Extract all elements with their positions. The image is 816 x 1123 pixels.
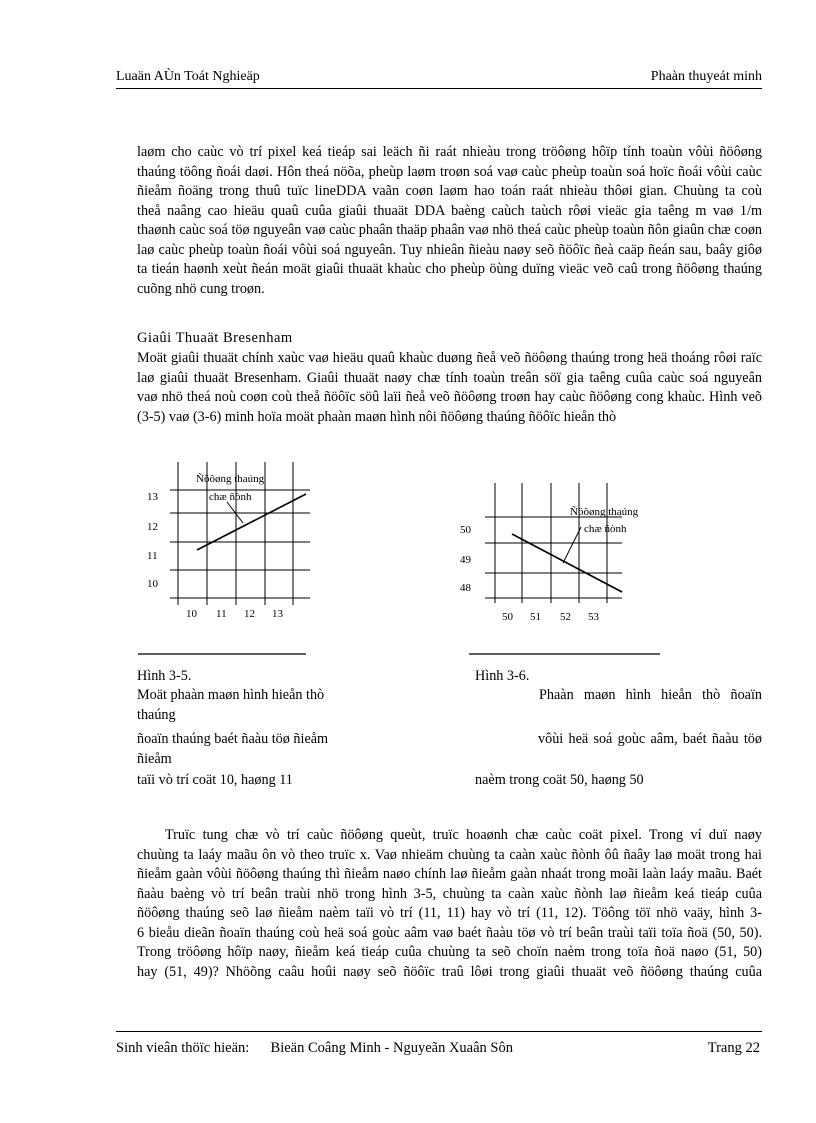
line-label: Ñöôøng thaúng [196,473,265,485]
text-line: ñieåm ñoäng trong thuû tuïc lineDDA vaãn coøn laøm hao toán raát nhieàu thôøi gian. Chuùng ta coù [137,183,762,199]
x-tick-label: 10 [186,608,197,620]
figure-3-6 [460,475,660,660]
footer-rule [116,1031,762,1032]
text-line: laø caùc pheùp toaùn ñoái vôùi soá nguyeân. Tuy nhieân ñieàu naøy seõ ñöôïc ñeà caäp ñeán sau, baây giôø [137,241,762,258]
x-tick-label: 50 [502,611,513,623]
text-line: theå naâng cao hieäu quaû cuûa giaûi thuaät DDA baèng caùch taùch rôøi vieäc gia taêng m vaø 1/m [137,202,762,219]
y-tick-label: 11 [147,550,158,562]
x-tick-label: 13 [272,608,283,620]
text-line: ta tieán haønh xeùt ñeán moät giaûi thuaät khaùc cho pheùp öùng duïng vieäc veõ caû trong ñöôøng thaúng [137,261,762,277]
text-line: hay (51, 49)? Nhöõng caâu hoûi naøy seõ ñöôïc traû lôøi trong giaûi thuaät veõ ñöôøng thaúng cuûa [137,963,762,980]
page-number: Trang 22 [707,1040,760,1056]
caption-3-6-line: Phaàn maøn hình hieån thò ñoaïn [539,687,762,703]
x-tick-label: 11 [216,608,227,620]
text-line: ñieåm gaàn vôùi ñöôøng thaúng thì ñieåm naøo chính laø ñieåm gaàn nhaát trong moãi laàn laáy maãu. Baét [137,866,762,882]
text-line: Trong tröôøng hôïp naøy, ñieåm keá tieáp cuûa chuùng ta seõ choïn naèm trong toïa ñoä naøo (51, 50) [137,944,762,960]
line-label: chæ ñònh [209,491,252,503]
figure-3-5 [130,460,330,660]
y-tick-label: 49 [460,554,471,566]
y-tick-label: 50 [460,524,471,536]
x-tick-label: 52 [560,611,571,623]
caption-3-5-line: ñoaïn thaúng baét ñaàu töø ñieåm [137,731,329,747]
header-right: Phaàn thuyeát minh [650,69,762,84]
text-line: (3-5) vaø (3-6) minh hoïa moät phaàn maøn hình nôi ñöôøng thaúng ñöôïc hieån thò [137,408,617,425]
text-line: laøm cho caùc vò trí pixel keá tieáp sai leäch ñi raát nhieàu trong tröôøng hôïp tính toaùn vôùi ñöôøng [137,144,762,160]
line-label: chæ ñònh [584,523,627,535]
x-tick-label: 51 [530,611,541,623]
text-line: ñöôøng thaúng seõ laø ñieåm naèm taïi vò trí (11, 11) hay vò trí (11, 12). Töông töï nhö vaäy, hình 3- [137,905,762,921]
text-line: laø giaûi thuaät Bresenham. Giaûi thuaät naøy chæ tính toaùn treân söï gia taêng cuûa caùc soá nguyeân [137,369,762,386]
caption-3-5-line: taïi vò trí coät 10, haøng 11 [137,772,293,788]
text-line: 6 bieåu dieãn ñoaïn thaúng coù heä soá goùc aâm vaø baét ñaàu töø vò trí beân traùi taïi toïa ñoä (50, 50). [137,924,762,941]
student-label: Sinh vieân thöïc hieän: [116,1040,250,1056]
y-tick-label: 48 [460,582,471,594]
text-line: thaúng töông ñoái daøi. Hôn theá nöõa, pheùp laøm troøn soá vaø caùc pheùp toaùn soá hoïc ñoái vôùi caùc [137,163,762,180]
section-title: Giaûi Thuaät Bresenham [137,330,293,346]
caption-3-6-title: Hình 3-6. [475,668,530,684]
header-left: Luaän AÙn Toát Nghieäp [116,69,260,84]
y-tick-label: 10 [147,578,158,590]
text-line: Moät giaûi thuaät chính xaùc vaø hieäu quaû khaùc duøng ñeå veõ ñöôøng thaúng trong heä thoáng rôøi raïc [137,350,762,366]
text-line: chuùng ta laáy maãu ôn vò theo truïc x. Vaø nhieäm chuùng ta caàn xaùc ñònh ôû ñaây laø moät trong hai [137,846,762,863]
text-line: vaø nhö theá noù coøn coù theå ñöôïc söû laïi ñeå veõ ñöôøng troøn hay caùc ñöôøng cong khaùc. Hình veõ [137,389,762,405]
paragraph-1 [137,143,762,299]
student-names: Bieän Coâng Minh - Nguyeãn Xuaân Sôn [270,1040,513,1056]
text-line: thaønh caùc soá töø nguyeân vaø caùc phaân thaäp phaân vaø nhö theá caùc pheùp toaùn ñôn giaûn chæ coøn [137,222,762,238]
caption-3-5-title: Hình 3-5. [137,668,192,684]
footer-credit [116,1040,513,1057]
caption-3-5-line: Moät phaàn maøn hình hieån thò [137,687,325,703]
caption-3-5-line: thaúng [137,707,176,723]
text-line: ñaàu baèng vò trí beân traùi nhö trong hình 3-5, chuùng ta caàn xaùc ñònh laø ñieåm keá tieáp cuûa [137,885,762,902]
y-tick-label: 12 [147,521,158,533]
x-tick-label: 53 [588,611,599,623]
text-line: cuõng nhö cung troøn. [137,280,265,297]
paragraph-3 [137,826,762,982]
caption-3-6-line: naèm trong coät 50, haøng 50 [475,772,644,788]
y-tick-label: 13 [147,491,158,503]
line-label: Ñöôøng thaúng [570,506,639,518]
caption-3-6-line: vôùi heä soá goùc aâm, baét ñaàu töø [538,731,762,747]
paragraph-2 [137,349,762,427]
text-line: Truïc tung chæ vò trí caùc ñöôøng queùt, truïc hoaønh chæ caùc coät pixel. Trong ví duï naøy [165,827,762,843]
header-rule [116,88,762,89]
x-tick-label: 12 [244,608,255,620]
label-pointer [563,527,581,563]
caption-3-5-line: ñieåm [137,751,172,767]
